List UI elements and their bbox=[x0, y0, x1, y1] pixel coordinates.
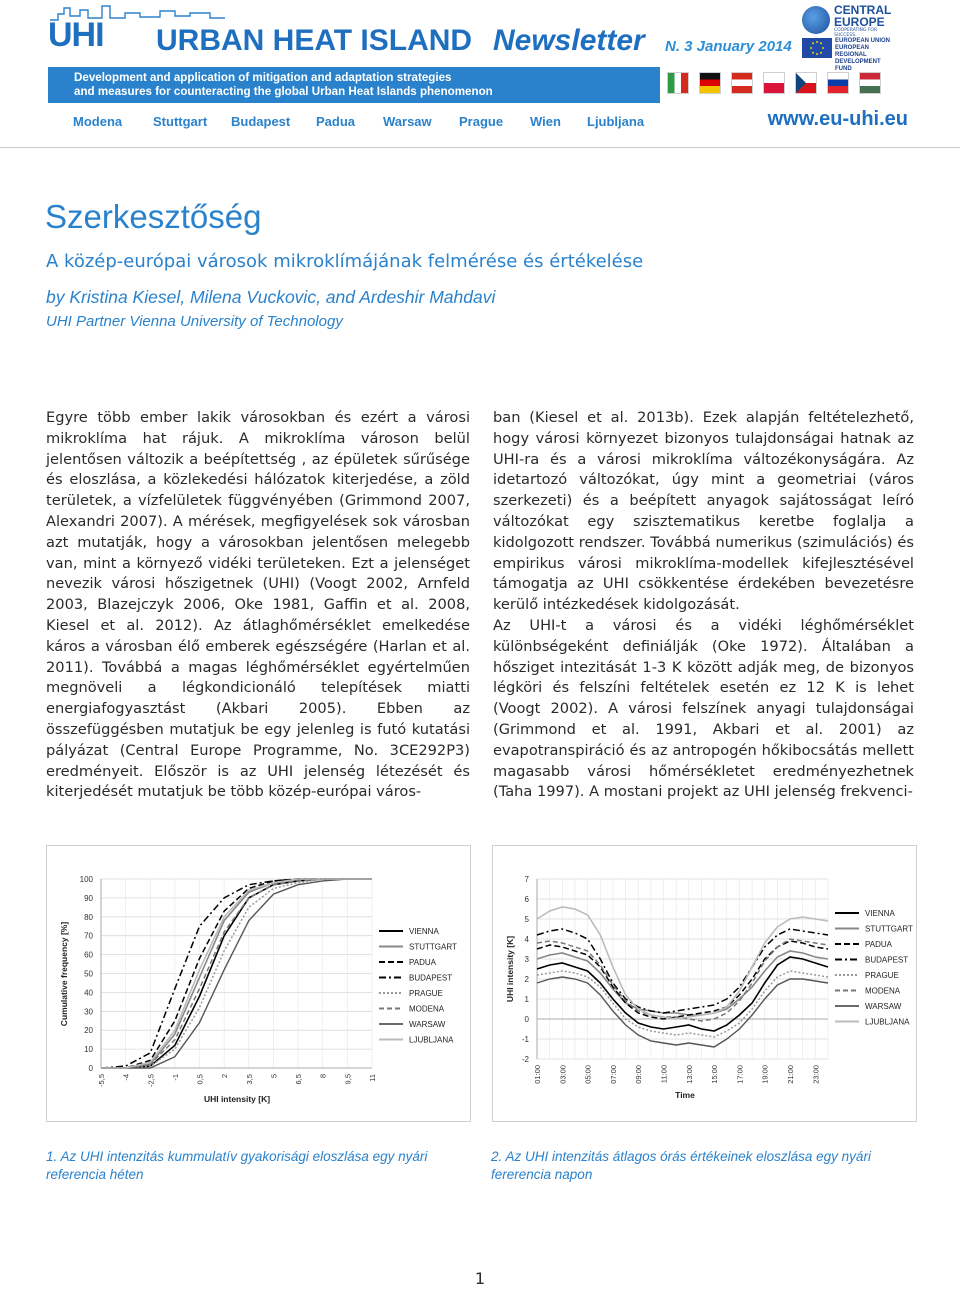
ce-tagline: COOPERATING FOR SUCCESS. bbox=[834, 28, 878, 38]
eu-logo-text: EUROPEAN UNION EUROPEAN REGIONAL DEVELOPMENT FUND bbox=[835, 38, 891, 72]
x-tick-label: 09:00 bbox=[634, 1065, 644, 1084]
logo-newsletter: Newsletter bbox=[493, 24, 645, 57]
eu-flag-icon bbox=[802, 38, 832, 58]
y-tick-label: 5 bbox=[524, 915, 529, 924]
y-tick-label: -1 bbox=[521, 1035, 529, 1044]
x-tick-label: 15:00 bbox=[710, 1065, 720, 1084]
legend-label: PADUA bbox=[865, 940, 892, 949]
city-wien: Wien bbox=[530, 114, 561, 129]
cumulative-frequency-chart bbox=[47, 846, 470, 1121]
x-tick-label: -2,5 bbox=[146, 1074, 156, 1087]
city-stuttgart: Stuttgart bbox=[153, 114, 208, 129]
legend-label: LJUBLJANA bbox=[865, 1017, 910, 1027]
x-tick-label: 5 bbox=[269, 1074, 279, 1079]
series-line-ljubljana bbox=[537, 907, 828, 1019]
y-tick-label: -2 bbox=[521, 1055, 529, 1064]
issue-label: N. 3 January 2014 bbox=[665, 38, 792, 55]
body-column-right bbox=[493, 408, 914, 803]
city-nav bbox=[48, 108, 908, 136]
legend-label: BUDAPEST bbox=[865, 955, 909, 965]
x-tick-label: 11:00 bbox=[659, 1065, 669, 1084]
y-tick-label: 4 bbox=[524, 935, 529, 944]
x-tick-label: -5,5 bbox=[97, 1074, 106, 1087]
x-tick-label: 2 bbox=[220, 1074, 230, 1079]
figure-2-chart bbox=[492, 845, 917, 1122]
series-line-modena bbox=[537, 939, 828, 1021]
series-line-padua bbox=[537, 941, 828, 1019]
legend-label: LJUBLJANA bbox=[409, 1035, 454, 1045]
paragraph: Az UHI-t a városi és a vidéki léghőmérséklet különbségeként definiálják (Oke 1972). Általában a hősziget intezitását 1-3 K között adják meg, de bizonyos légköri és felszíni feltételek esetén ez 12 K is lehet (Voogt 2002). A városi felszínek anyagi tulajdonságai (Grimmond et al. 1991, Akbari et al. 2001) az evapotranspiráció és az antropogén hőkibocsátás mellett magasabb városi hőmérsékletet eredményezhetnek (Taha 1997). A mostani projekt az UHI jelenség frekvenci- bbox=[493, 616, 914, 801]
x-tick-label: 19:00 bbox=[760, 1065, 770, 1084]
y-tick-label: 1 bbox=[524, 995, 529, 1004]
y-axis-label: UHI intensity [K] bbox=[505, 935, 515, 1003]
x-axis-label: UHI intensity [K] bbox=[203, 1094, 271, 1104]
x-tick-label: 0,5 bbox=[195, 1074, 205, 1085]
figure-2-caption: 2. Az UHI intenzitás átlagos órás értékeinek eloszlása egy nyári fererencia napon bbox=[491, 1149, 871, 1182]
y-tick-label: 100 bbox=[79, 875, 93, 884]
legend-label: WARSAW bbox=[865, 1002, 902, 1011]
legend-label: STUTTGART bbox=[409, 942, 457, 952]
legend-label: BUDAPEST bbox=[409, 973, 453, 983]
x-tick-label: -1 bbox=[170, 1074, 180, 1081]
y-tick-label: 10 bbox=[84, 1045, 93, 1055]
flag-hungary-icon bbox=[859, 72, 881, 94]
legend-label: PRAGUE bbox=[865, 971, 899, 980]
article-subtitle: A közép-európai városok mikroklímájának felmérése és értékelése bbox=[46, 251, 644, 272]
paragraph: Egyre több ember lakik városokban és ezért a városi mikroklíma hat rájuk. A mikroklíma városon belül jelentősen változik a beépítettség , az épületek sűrűsége és eloszlása, a közlekedési hálózatok kiterjedése, a zöld területek, a vízfelületek függvényében (Grimmond 2007, Alexandri 2007). A mérések, megfigyelések sok városban azt mutatják, hogy a városokban jelentősen melegebb van, mint a környező vidéki területeken. Ezt a jelenséget nevezik városi hőszigetnek (UHI) (Voogt 2002, Arnfeld 2003, Blazejczyk 2006, Oke 1981, Gaffin et al. 2008, Kiesel et al. 2012). Az átlaghőmérséklet emelkedése káros a városban élő emberek egészségére (Harlan et al. 2011). Továbbá a magas léghőmérséklet egyértelműen megnöveli a légkondicionáló telepítések miatti energiafogyasztást (Akbari 2005). Ebben az összefüggésben mutatjuk be egy jelenleg is futó kutatási pályázat (Central Europe Programme, No. 3CE292P3) eredményeit. Először is az UHI jelenség létezését és kiterjedését mutatjuk be több közép-európai város- bbox=[46, 409, 470, 801]
y-tick-label: 90 bbox=[84, 893, 93, 903]
flag-austria-icon bbox=[731, 72, 753, 94]
y-tick-label: 6 bbox=[524, 895, 529, 904]
x-tick-label: -4 bbox=[121, 1074, 131, 1081]
ce-logo-text: CENTRAL EUROPE bbox=[834, 3, 892, 29]
series-line-budapest bbox=[537, 929, 828, 1013]
central-europe-logo bbox=[802, 3, 894, 72]
legend-label: VIENNA bbox=[409, 927, 439, 936]
affiliation: UHI Partner Vienna University of Technology bbox=[46, 313, 343, 330]
x-tick-label: 07:00 bbox=[608, 1065, 618, 1084]
y-tick-label: 0 bbox=[524, 1015, 529, 1024]
ce-globe-icon bbox=[802, 6, 830, 34]
y-tick-label: 30 bbox=[84, 1007, 93, 1017]
x-tick-label: 05:00 bbox=[583, 1065, 593, 1084]
logo-uhi: UHI bbox=[48, 16, 104, 54]
flag-slovenia-icon bbox=[827, 72, 849, 94]
city-prague: Prague bbox=[459, 114, 504, 129]
flag-italy-icon bbox=[667, 72, 689, 94]
flag-czech-icon bbox=[795, 72, 817, 94]
y-tick-label: 70 bbox=[84, 931, 93, 941]
city-modena: Modena bbox=[73, 114, 123, 129]
x-axis-label: Time bbox=[675, 1090, 695, 1100]
legend-label: VIENNA bbox=[865, 909, 895, 918]
legend-label: PRAGUE bbox=[409, 989, 443, 998]
y-tick-label: 0 bbox=[88, 1064, 93, 1073]
x-tick-label: 17:00 bbox=[735, 1065, 745, 1084]
byline: by Kristina Kiesel, Milena Vuckovic, and Ardeshir Mahdavi bbox=[46, 287, 496, 307]
figure-1-caption: 1. Az UHI intenzitás kummulatív gyakorisági eloszlása egy nyári referencia héten bbox=[46, 1149, 428, 1182]
paragraph: ban (Kiesel et al. 2013b). Ezek alapján feltételezhető, hogy városi környezet bizonyos tulajdonságai hatnak az UHI-ra és a városi mikroklíma változékonyságára. Az idetartozó változókat, úgy mint a geometriai (város szerkezeti) és a beépített anyagok sajátosságat leíró változókat egy szisztematikus keretbe foglalja a kidolgozott rendszer. Továbbá numerikus (szimulációs) és empirikus városi mikroklíma-modellek kifejlesztésével támogatja az UHI csökkentése érdekében bevezetésre kerülő intézkedések kidolgozását. bbox=[493, 409, 914, 614]
y-tick-label: 60 bbox=[84, 950, 93, 960]
figure-1-chart bbox=[46, 845, 471, 1122]
flag-poland-icon bbox=[763, 72, 785, 94]
x-tick-label: 9,5 bbox=[343, 1074, 353, 1085]
series-line-vienna bbox=[537, 957, 828, 1031]
hourly-uhi-chart bbox=[493, 846, 916, 1121]
legend-label: STUTTGART bbox=[865, 924, 913, 934]
x-tick-label: 21:00 bbox=[786, 1065, 796, 1084]
x-tick-label: 3,5 bbox=[244, 1074, 254, 1085]
y-tick-label: 80 bbox=[84, 912, 93, 922]
city-warsaw: Warsaw bbox=[383, 114, 432, 129]
x-tick-label: 6,5 bbox=[294, 1074, 304, 1085]
legend-label: MODENA bbox=[865, 986, 901, 996]
header-divider bbox=[0, 147, 960, 148]
x-tick-label: 03:00 bbox=[558, 1065, 568, 1084]
band-line-2: and measures for counteracting the global Urban Heat Islands phenomenon bbox=[74, 85, 493, 98]
y-tick-label: 50 bbox=[84, 969, 93, 979]
x-tick-label: 13:00 bbox=[684, 1065, 694, 1084]
legend-label: MODENA bbox=[409, 1004, 445, 1014]
body-column-left bbox=[46, 408, 470, 803]
section-title: Szerkesztőség bbox=[45, 198, 262, 235]
city-padua: Padua bbox=[316, 114, 356, 129]
city-budapest: Budapest bbox=[231, 114, 291, 129]
y-tick-label: 20 bbox=[84, 1026, 93, 1036]
y-tick-label: 40 bbox=[84, 988, 93, 998]
y-tick-label: 3 bbox=[524, 955, 529, 964]
band-line-1: Development and application of mitigation and adaptation strategies bbox=[74, 71, 452, 84]
website-link[interactable]: www.eu-uhi.eu bbox=[767, 108, 908, 130]
series-line-warsaw bbox=[537, 977, 828, 1047]
x-tick-label: 8 bbox=[318, 1074, 328, 1079]
project-band bbox=[48, 67, 660, 103]
legend-label: PADUA bbox=[409, 958, 436, 967]
y-tick-label: 2 bbox=[524, 975, 529, 984]
flag-germany-icon bbox=[699, 72, 721, 94]
x-tick-label: 11 bbox=[368, 1074, 377, 1082]
y-axis-label: Cumulative frequency [%] bbox=[59, 921, 69, 1027]
legend-label: WARSAW bbox=[409, 1020, 446, 1029]
city-ljubljana: Ljubljana bbox=[587, 114, 645, 129]
y-tick-label: 7 bbox=[524, 875, 529, 884]
page-number: 1 bbox=[474, 1269, 486, 1288]
x-tick-label: 23:00 bbox=[811, 1065, 821, 1084]
x-tick-label: 01:00 bbox=[533, 1065, 542, 1084]
logo-title: URBAN HEAT ISLAND bbox=[156, 24, 473, 57]
